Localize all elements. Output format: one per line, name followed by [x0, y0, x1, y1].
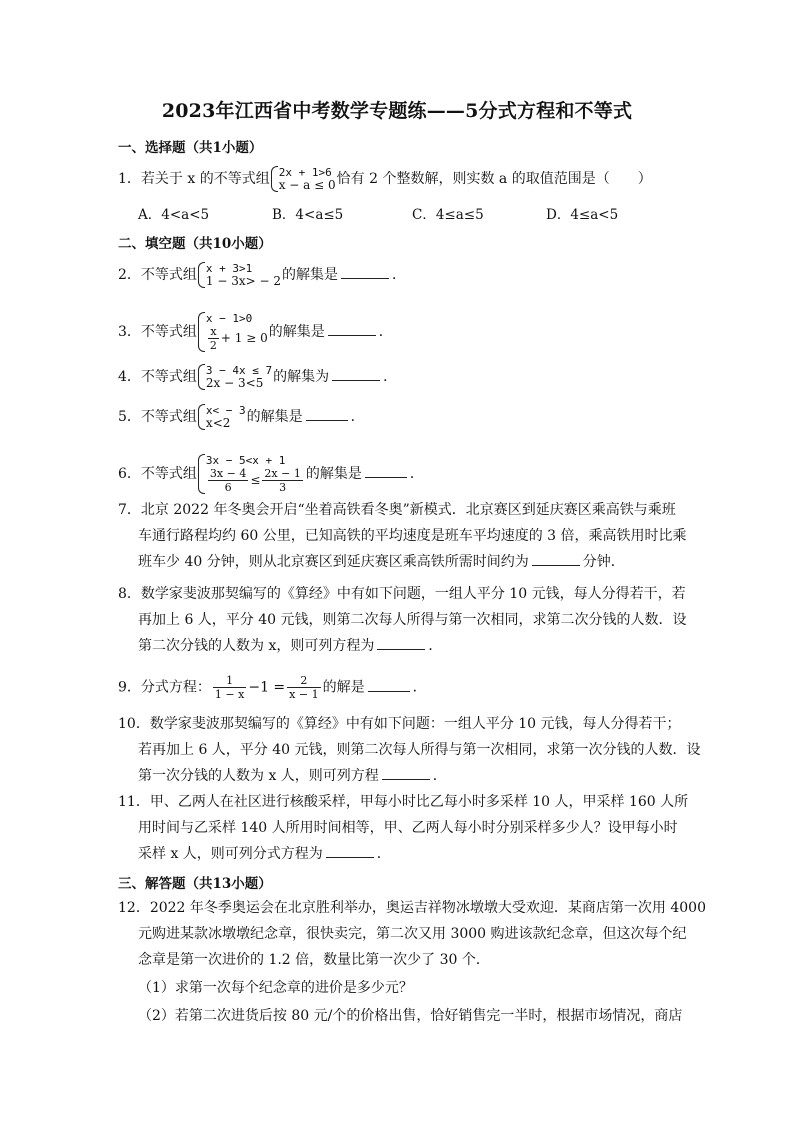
question-8-line: 再加上 6 人，平分 40 元钱，则第二次每人所得与第一次相同，求第二次分钱的人数．设 [138, 612, 687, 628]
answer-blank [328, 322, 376, 336]
fraction: $\frac{1}{1 - x}$ [214, 674, 245, 701]
question-2: 2．不等式组 x + 3>1 1 − 3x> − 2 的解集是 ． [118, 262, 407, 288]
question-10: 10．数学家斐波那契编写的《算经》中有如下问题：一组人平分 10 元钱，每人分得若干； [118, 716, 681, 732]
inequality-system: x − 1>0 $\frac{x}{2}$ + 1 ≥ 0 [198, 312, 268, 352]
answer-blank [382, 766, 430, 780]
option-b: B．4<a≤5 [272, 207, 344, 223]
section-heading-choice: 一、选择题（共1小题） [118, 140, 263, 156]
question-9: 9．分式方程： $\frac{1}{1 - x}$ −1 = $\frac{2}{x - 1}$ 的解是 ． [118, 674, 427, 701]
section-heading-fill: 二、填空题（共10小题） [118, 236, 272, 252]
question-4: 4．不等式组 3 − 4x ≤ 7 2x − 3<5 的解集为 ． [118, 364, 398, 390]
page-title: 2023年江西省中考数学专题练——5分式方程和不等式 [161, 100, 633, 122]
question-1 [118, 166, 652, 192]
question-7-line: 班车少 40 分钟，则从北京赛区到延庆赛区乘高铁所需时间约为 分钟． [138, 554, 625, 570]
section-heading-solve: 三、解答题（共13小题） [118, 876, 272, 892]
question-10-line: 第一次分钱的人数为 x 人，则可列方程 ． [138, 768, 447, 784]
question-number: 1． [118, 171, 141, 187]
fraction: $\frac{3x - 4}{6}$ [209, 467, 247, 494]
fraction: $\frac{2}{x - 1}$ [289, 674, 319, 701]
question-text: 恰有 2 个整数解，则实数 a 的取值范围是（ ） [336, 171, 652, 187]
answer-blank [306, 407, 348, 421]
question-12-subquestion-1: （1）求第一次每个纪念章的进价是多少元？ [138, 980, 413, 996]
inequality-system: 2x + 1>6 x − a ≤ 0 [271, 166, 336, 192]
question-7: 7．北京 2022 年冬奥会开启“坐着高铁看冬奥”新模式．北京赛区到延庆赛区乘高铁与乘班 [118, 502, 676, 518]
question-12: 12．2022 年冬季奥运会在北京胜利举办，奥运吉祥物冰墩墩大受欢迎．某商店第一次用 4000 [118, 900, 706, 916]
inequality-system: 3x − 5<x + 1 $\frac{3x - 4}{6}$ ≤ $\frac{2x - 1}{3}$ [198, 454, 305, 494]
option-a: A．4<a<5 [138, 207, 210, 223]
question-6: 6．不等式组 3x − 5<x + 1 $\frac{3x - 4}{6}$ ≤ $\frac{2x - 1}{3}$ 的解集是 ． [118, 454, 424, 494]
inequality-system: x + 3>1 1 − 3x> − 2 [198, 262, 281, 288]
question-12-line: 元购进某款冰墩墩纪念章，很快卖完，第二次又用 3000 购进该款纪念章，但这次每个纪 [138, 926, 687, 942]
answer-blank [365, 464, 407, 478]
option-d: D．4≤a<5 [546, 207, 619, 223]
answer-blank [532, 552, 580, 566]
question-3: 3．不等式组 x − 1>0 $\frac{x}{2}$ + 1 ≥ 0 的解集是 ． [118, 312, 393, 352]
fraction: $\frac{2x - 1}{3}$ [264, 467, 301, 494]
answer-blank [377, 636, 425, 650]
question-text: 若关于 x 的不等式组 [140, 171, 270, 187]
question-8-line: 第二次分钱的人数为 x，则可列方程为 ． [138, 638, 443, 654]
answer-blank [326, 844, 374, 858]
question-11: 11．甲、乙两人在社区进行核酸采样，甲每小时比乙每小时多采样 10 人，甲采样 160 人所 [118, 794, 689, 810]
question-11-line: 用时间与乙采样 140 人所用时间相等，甲、乙两人每小时分别采样多少人？设甲每小时 [138, 820, 678, 836]
question-10-line: 若再加上 6 人，平分 40 元钱，则第二次每人所得与第一次相同，求第一次分钱的人数．设 [138, 742, 701, 758]
fraction: $\frac{x}{2}$ [209, 325, 217, 352]
answer-blank [341, 265, 389, 279]
question-7-line: 车通行路程均约 60 公里，已知高铁的平均速度是班车平均速度的 3 倍，乘高铁用时比乘 [138, 528, 687, 544]
inequality-system: 3 − 4x ≤ 7 2x − 3<5 [198, 364, 272, 390]
question-11-line: 采样 x 人，则可列分式方程为 ． [138, 846, 391, 862]
question-12-subquestion-2: （2）若第二次进货后按 80 元/个的价格出售，恰好销售完一半时，根据市场情况，商店 [138, 1008, 683, 1024]
inequality-system: x< − 3 x<2 [198, 404, 246, 430]
answer-blank [368, 678, 410, 692]
question-12-line: 念章是第一次进价的 1.2 倍，数量比第一次少了 30 个． [138, 952, 490, 968]
answer-blank [332, 367, 380, 381]
question-5: 5．不等式组 x< − 3 x<2 的解集是 ． [118, 404, 365, 430]
question-8: 8．数学家斐波那契编写的《算经》中有如下问题，一组人平分 10 元钱，每人分得若干，若 [118, 586, 686, 602]
option-c: C．4≤a≤5 [412, 207, 484, 223]
